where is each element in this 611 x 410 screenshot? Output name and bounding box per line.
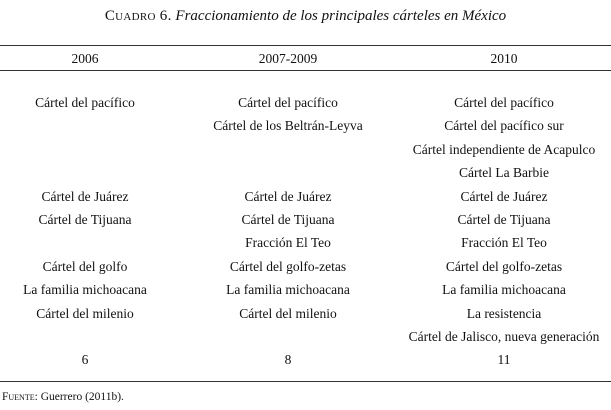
table-cell: Cártel del pacífico bbox=[454, 95, 554, 110]
table-cell: Fracción El Teo bbox=[461, 235, 547, 251]
table-title bbox=[0, 6, 611, 26]
table-cell: Cártel del golfo bbox=[42, 258, 128, 274]
source-text: Guerrero (2011b). bbox=[40, 391, 124, 403]
column-header-2006: 2006 bbox=[71, 51, 99, 66]
table-cell: Cártel de los Beltrán-Leyva bbox=[213, 118, 363, 134]
table-cell: Cártel de Tijuana bbox=[457, 212, 551, 227]
table-cell: Cártel del pacífico sur bbox=[444, 118, 564, 134]
header-rule bbox=[0, 70, 611, 71]
table-cell: La familia michoacana bbox=[23, 282, 147, 298]
table-cell: Cártel de Juárez bbox=[41, 188, 129, 204]
table-cell: Cártel de Juárez bbox=[460, 188, 548, 204]
table-cell: Cártel del milenio bbox=[36, 305, 134, 321]
total-count: 6 bbox=[81, 352, 89, 368]
table-cell: Cártel independiente de Acapulco bbox=[412, 141, 596, 157]
table-cell: Cártel de Jalisco, nueva generación bbox=[408, 329, 600, 344]
table-cell: La familia michoacana bbox=[226, 282, 350, 298]
table-cell: Cártel del golfo-zetas bbox=[229, 258, 347, 274]
table-cell: Cártel del pacífico bbox=[35, 95, 135, 110]
source-note bbox=[2, 390, 124, 405]
total-count: 11 bbox=[497, 352, 511, 368]
table-cell: Cártel del golfo-zetas bbox=[445, 258, 563, 274]
table-cell: Cártel de Tijuana bbox=[38, 212, 132, 227]
table-cell: La familia michoacana bbox=[442, 282, 566, 298]
table-cell: Fracción El Teo bbox=[245, 235, 331, 251]
top-rule bbox=[0, 45, 611, 46]
table-caption: Fraccionamiento de los principales cárteles en México bbox=[175, 8, 507, 24]
table-cell: Cártel del pacífico bbox=[238, 95, 338, 110]
table-cell: Cártel de Juárez bbox=[244, 188, 332, 204]
source-label: Fuente: bbox=[2, 391, 38, 403]
table-cell: Cártel La Barbie bbox=[459, 165, 549, 181]
column-header-2007-2009: 2007-2009 bbox=[258, 51, 318, 66]
total-count: 8 bbox=[284, 352, 292, 368]
table-cell: Cártel del milenio bbox=[239, 305, 337, 321]
bottom-rule bbox=[0, 381, 611, 382]
table-number: Cuadro 6. bbox=[104, 8, 172, 24]
column-header-2010: 2010 bbox=[490, 51, 518, 66]
table-cell: Cártel de Tijuana bbox=[241, 212, 335, 227]
table-cell: La resistencia bbox=[466, 305, 542, 321]
